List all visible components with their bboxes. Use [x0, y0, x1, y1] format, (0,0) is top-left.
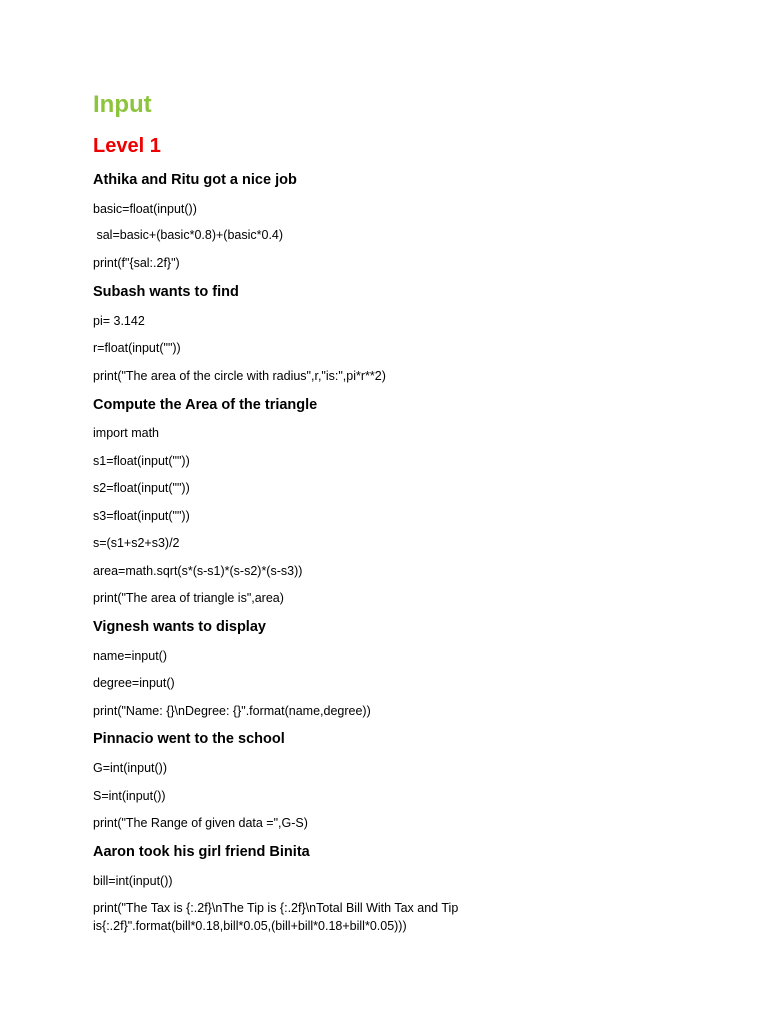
section-heading: Aaron took his girl friend Binita — [93, 844, 310, 860]
section-heading: Vignesh wants to display — [93, 619, 266, 635]
code-line: S=int(input()) — [93, 789, 166, 803]
code-line: s3=float(input("")) — [93, 509, 190, 523]
code-line: s1=float(input("")) — [93, 454, 190, 468]
section-heading: Compute the Area of the triangle — [93, 397, 318, 413]
section-heading: Pinnacio went to the school — [93, 731, 285, 747]
code-line: r=float(input("")) — [93, 341, 181, 355]
code-line: print(f"{sal:.2f}") — [93, 256, 180, 270]
code-line: print("The Range of given data =",G-S) — [93, 816, 308, 830]
section-heading: Subash wants to find — [93, 284, 239, 300]
code-line: print("The area of the circle with radius",r,"is:",pi*r**2) — [93, 369, 386, 383]
code-line: s2=float(input("")) — [93, 481, 190, 495]
code-line: print("Name: {}\nDegree: {}".format(name,degree)) — [93, 704, 371, 718]
code-line: degree=input() — [93, 676, 175, 690]
code-line: pi= 3.142 — [93, 314, 145, 328]
code-line: import math — [93, 426, 159, 440]
code-line: basic=float(input()) — [93, 202, 197, 216]
code-line: s=(s1+s2+s3)/2 — [93, 536, 180, 550]
level-heading: Level 1 — [93, 135, 161, 157]
code-line: G=int(input()) — [93, 761, 167, 775]
code-line: area=math.sqrt(s*(s-s1)*(s-s2)*(s-s3)) — [93, 564, 303, 578]
code-line: bill=int(input()) — [93, 874, 173, 888]
code-line: print("The Tax is {:.2f}\nThe Tip is {:.2f}\nTotal Bill With Tax and Tip is{:.2f}".format(bill*0.18,bill*0.05,(bill+bill*0.18+bill*0.05))) — [93, 901, 459, 933]
page-title: Input — [93, 91, 152, 118]
code-line: name=input() — [93, 649, 167, 663]
code-line: print("The area of triangle is",area) — [93, 591, 284, 605]
code-line: sal=basic+(basic*0.8)+(basic*0.4) — [93, 228, 284, 242]
section-heading: Athika and Ritu got a nice job — [93, 172, 297, 188]
